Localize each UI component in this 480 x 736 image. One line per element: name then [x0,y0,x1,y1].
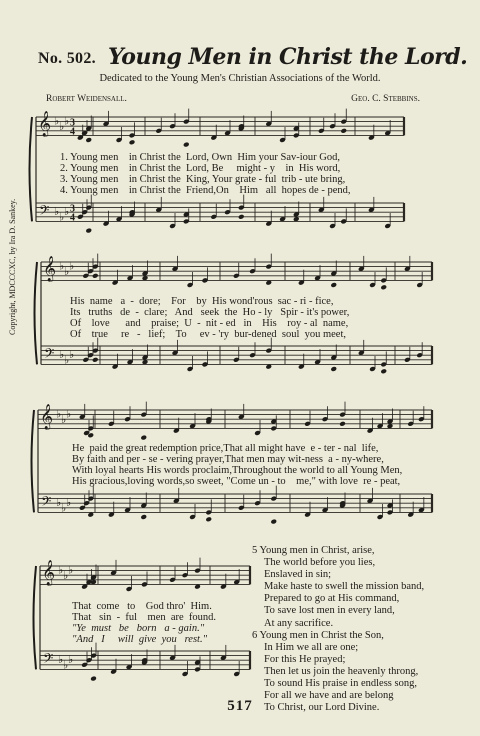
flat-sign-icon: ♭ [59,347,65,361]
verse-line: For all we have and are belong [264,690,394,702]
flat-sign-icon: ♭ [63,568,69,582]
flat-sign-icon: ♭ [58,563,64,577]
note-head [330,282,337,288]
hymn-number: No. 502. [38,50,96,67]
flat-sign-icon: ♭ [61,412,67,426]
verse-line: To Christ, our Lord Divine. [264,702,380,714]
composer-credit: Geo. C. Stebbins. [351,94,420,104]
flat-sign-icon: ♭ [59,119,65,133]
lyric-line: 2. Young men in Christ the Lord, Be might - y in His word, [60,163,341,174]
flat-sign-icon: ♭ [64,353,70,367]
brace-icon [35,262,38,364]
author-credit: Robert Weidensall. [46,94,127,104]
flat-sign-icon: ♭ [68,652,74,666]
lyric-line: "Ye must be born a - gain." [72,623,205,634]
bass-clef-icon: 𝄢 [41,493,52,513]
note-head [340,128,347,134]
verse-line: Then let us join the heavenly throng, [264,665,419,677]
lyric-line: "And I will give you rest." [72,634,207,645]
flat-sign-icon: ♭ [54,204,60,218]
treble-clef-icon: 𝄞 [42,560,56,586]
verse-line: Enslaved in sin; [264,569,332,581]
page-number: 517 [227,698,253,714]
note-head [330,366,337,372]
flat-sign-icon: ♭ [64,264,70,278]
dedication: Dedicated to the Young Men's Christian Associations of the World. [99,73,381,84]
flat-sign-icon: ♭ [64,114,70,128]
verse-line: Prepared to go at His command, [264,593,400,605]
brace-icon [32,410,35,512]
treble-clef-icon: 𝄞 [43,256,57,282]
note-head [129,139,136,145]
flat-sign-icon: ♭ [66,495,72,509]
note-head [183,142,190,148]
flat-sign-icon: ♭ [58,652,64,666]
copyright-notice: Copyright, MDCCCXC, by Ira D. Sankey. [8,198,17,335]
verse-line: In Him we all are one; [264,641,359,653]
note-head [85,137,92,143]
bass-clef-icon: 𝄢 [39,202,50,222]
flat-sign-icon: ♭ [54,114,60,128]
flat-sign-icon: ♭ [69,259,75,273]
note-head [380,284,387,290]
flat-sign-icon: ♭ [66,407,72,421]
time-signature: 4 [70,126,75,138]
bass-clef-icon: 𝄢 [43,650,54,670]
verse-line: Young men in Christ the Son, [259,629,384,641]
verse-number: 6 [252,629,258,641]
verse-line: To sound His praise in endless song, [264,678,417,690]
lyric-line: With loyal hearts His words proclaim,Throughout the world to all Young Men, [72,465,403,476]
lyric-line: 3. Young men in Christ the King, Your grate - ful trib - ute bring, [60,174,346,185]
flat-sign-icon: ♭ [63,658,69,672]
note-head [92,357,99,363]
lyric-line: That come to God thro' Him. [72,601,212,612]
note-head [140,435,147,441]
treble-clef-icon: 𝄞 [40,404,54,430]
lyric-line: That sin - ful men are found. [72,612,217,623]
lyric-line: By faith and per - se - vering prayer,That men may wit-ness a - ny-where, [72,454,384,465]
lyric-line: Its truths de - clare; And seek the Ho - ly Spir - it's power, [70,307,350,318]
verse-line: The world before you lies, [264,557,376,569]
verse-line: Make haste to swell the mission band, [264,581,425,593]
flat-sign-icon: ♭ [56,495,62,509]
verse-line: To save lost men in every land, [264,605,395,617]
flat-sign-icon: ♭ [68,563,74,577]
flat-sign-icon: ♭ [69,347,75,361]
hymn-title: Young Men in Christ the Lord. [108,44,468,70]
treble-clef-icon: 𝄞 [38,111,52,137]
note-head [92,273,99,279]
lyric-line: His name a - dore; For by His wond'rous sac - ri - fice, [70,296,334,307]
verse-number: 5 [252,545,258,556]
bass-clef-icon: 𝄢 [44,345,55,365]
note-head [140,514,147,520]
verse-line: For this He prayed; [264,653,346,665]
verse-line: Young men in Christ, arise, [259,545,375,556]
note-head [380,368,387,374]
lyric-line: 1. Young men in Christ the Lord, Own Him your Sav-iour God, [60,152,340,163]
note-head [90,676,97,682]
time-signature: 3 [70,117,75,129]
brace-icon [34,566,37,669]
flat-sign-icon: ♭ [56,407,62,421]
note-head [339,421,346,427]
flat-sign-icon: ♭ [59,259,65,273]
lyric-line: 4. Young men in Christ the Friend,On Him all hopes de - pend, [60,185,351,196]
lyric-line: Of love and praise; U - nit - ed in His roy - al name, [70,318,349,329]
note-head [270,519,277,525]
lyric-line: Of true re - lief; To ev - 'ry bur-dened soul you meet, [70,329,347,340]
flat-sign-icon: ♭ [61,501,67,515]
brace-icon [30,117,33,221]
flat-sign-icon: ♭ [59,210,65,224]
time-signature: 4 [70,212,75,224]
verse-line: At any sacrifice. [264,617,334,629]
flat-sign-icon: ♭ [64,204,70,218]
time-signature: 3 [70,203,75,215]
lyric-line: He paid the great redemption price,That all might have e - ter - nal life, [72,443,379,454]
note-head [238,214,245,220]
note-head [205,516,212,522]
lyric-line: His gracious,loving words,so sweet, "Come un - to me," with love re - peat, [72,476,401,487]
extra-verses [252,545,424,714]
note-head [85,228,92,234]
